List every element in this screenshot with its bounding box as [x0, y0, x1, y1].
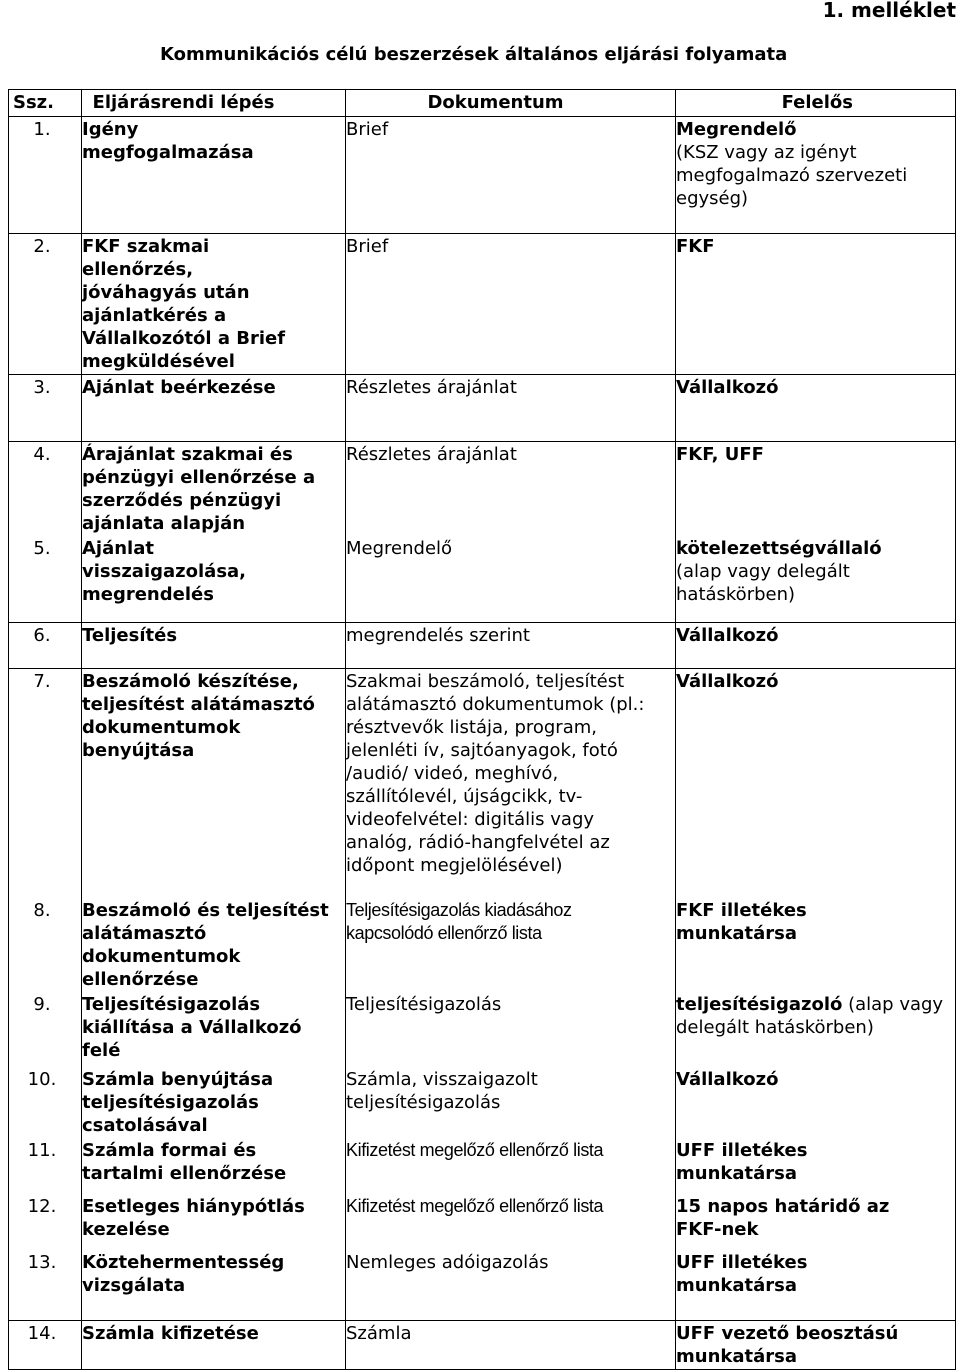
- row-responsible: UFF illetékes munkatársa: [676, 1138, 956, 1194]
- row-responsible-note: (KSZ vagy az igényt megfogalmazó szervezeti egység): [676, 142, 908, 209]
- row-document: Számla: [346, 1320, 676, 1369]
- table-row: [9, 1067, 956, 1138]
- row-responsible-bold: Megrendelő: [676, 119, 797, 140]
- row-number: 14.: [9, 1320, 82, 1369]
- row-responsible-bold: kötelezettségvállaló: [676, 538, 882, 559]
- row-document: megrendelés szerint: [346, 622, 676, 668]
- header-document: Dokumentum: [346, 90, 676, 117]
- table-row: [9, 442, 956, 537]
- row-responsible: FKF illetékes munkatársa: [676, 898, 956, 992]
- annex-label: 1. melléklet: [822, 0, 956, 22]
- table-row: [9, 1250, 956, 1320]
- row-document: Kifizetést megelőző ellenőrző lista: [346, 1138, 676, 1194]
- table-row: [9, 668, 956, 898]
- row-responsible: [676, 117, 956, 234]
- row-step: Számla benyújtása teljesítésigazolás csatolásával: [82, 1067, 346, 1138]
- row-document: Részletes árajánlat: [346, 442, 676, 537]
- row-responsible: [676, 536, 956, 622]
- row-step: Igény megfogalmazása: [82, 117, 346, 234]
- row-number: 6.: [9, 622, 82, 668]
- table-row: [9, 898, 956, 992]
- row-responsible: [676, 992, 956, 1067]
- row-responsible-bold: teljesítésigazoló: [676, 994, 843, 1015]
- row-responsible-note: (alap vagy delegált hatáskörben): [676, 994, 944, 1038]
- row-step: FKF szakmai ellenőrzés, jóváhagyás után ajánlatkérés a Vállalkozótól a Brief megküldésével: [82, 234, 346, 375]
- row-document: Brief: [346, 117, 676, 234]
- row-responsible: Vállalkozó: [676, 622, 956, 668]
- table-row: [9, 992, 956, 1067]
- row-document: Megrendelő: [346, 536, 676, 622]
- row-step: Számla kifizetése: [82, 1320, 346, 1369]
- row-step: Teljesítésigazolás kiállítása a Vállalkozó felé: [82, 992, 346, 1067]
- row-responsible: Vállalkozó: [676, 668, 956, 898]
- row-document: Teljesítésigazolás kiadásához kapcsolódó ellenőrző lista: [346, 898, 676, 992]
- table-row: [9, 1320, 956, 1369]
- row-step: Beszámoló és teljesítést alátámasztó dokumentumok ellenőrzése: [82, 898, 346, 992]
- row-document: Számla, visszaigazolt teljesítésigazolás: [346, 1067, 676, 1138]
- row-responsible-note: (alap vagy delegált hatáskörben): [676, 561, 850, 605]
- table-row: [9, 375, 956, 442]
- row-document: Részletes árajánlat: [346, 375, 676, 442]
- row-document: Nemleges adóigazolás: [346, 1250, 676, 1320]
- table-row: [9, 234, 956, 375]
- header-ssz: Ssz.: [9, 90, 82, 117]
- row-number: 5.: [9, 536, 82, 622]
- row-responsible: FKF: [676, 234, 956, 375]
- header-responsible: Felelős: [676, 90, 956, 117]
- row-responsible: Vállalkozó: [676, 1067, 956, 1138]
- row-number: 4.: [9, 442, 82, 537]
- row-step: Számla formai és tartalmi ellenőrzése: [82, 1138, 346, 1194]
- row-responsible: UFF illetékes munkatársa: [676, 1250, 956, 1320]
- table-row: [9, 622, 956, 668]
- row-document: Kifizetést megelőző ellenőrző lista: [346, 1194, 676, 1250]
- row-responsible: Vállalkozó: [676, 375, 956, 442]
- row-responsible: 15 napos határidő az FKF-nek: [676, 1194, 956, 1250]
- procedure-table: [8, 89, 956, 1370]
- row-number: 7.: [9, 668, 82, 898]
- header-step: Eljárásrendi lépés: [82, 90, 346, 117]
- row-step: Köztehermentesség vizsgálata: [82, 1250, 346, 1320]
- row-document: Teljesítésigazolás: [346, 992, 676, 1067]
- row-step: Ajánlat visszaigazolása, megrendelés: [82, 536, 346, 622]
- row-step: Beszámoló készítése, teljesítést alátámasztó dokumentumok benyújtása: [82, 668, 346, 898]
- row-number: 13.: [9, 1250, 82, 1320]
- row-step: Ajánlat beérkezése: [82, 375, 346, 442]
- row-number: 3.: [9, 375, 82, 442]
- row-document: Szakmai beszámoló, teljesítést alátámasztó dokumentumok (pl.: résztvevők listája, program, jelenléti ív, sajtóanyagok, fotó /audió/ videó, meghívó, szállítólevél, újságcikk, tv-videofelvétel: digitális vagy analóg, rádió-hangfelvétel az időpont megjelölésével): [346, 668, 676, 898]
- table-row: [9, 117, 956, 234]
- table-row: [9, 536, 956, 622]
- row-number: 8.: [9, 898, 82, 992]
- row-document: Brief: [346, 234, 676, 375]
- row-number: 10.: [9, 1067, 82, 1138]
- row-number: 1.: [9, 117, 82, 234]
- table-row: [9, 1194, 956, 1250]
- row-responsible: FKF, UFF: [676, 442, 956, 537]
- row-step: Teljesítés: [82, 622, 346, 668]
- row-step: Árajánlat szakmai és pénzügyi ellenőrzése a szerződés pénzügyi ajánlata alapján: [82, 442, 346, 537]
- row-number: 2.: [9, 234, 82, 375]
- row-step: Esetleges hiánypótlás kezelése: [82, 1194, 346, 1250]
- table-header-row: [9, 90, 956, 117]
- row-responsible: UFF vezető beosztású munkatársa: [676, 1320, 956, 1369]
- row-number: 9.: [9, 992, 82, 1067]
- row-number: 11.: [9, 1138, 82, 1194]
- row-number: 12.: [9, 1194, 82, 1250]
- table-row: [9, 1138, 956, 1194]
- document-title: Kommunikációs célú beszerzések általános eljárási folyamata: [160, 44, 788, 65]
